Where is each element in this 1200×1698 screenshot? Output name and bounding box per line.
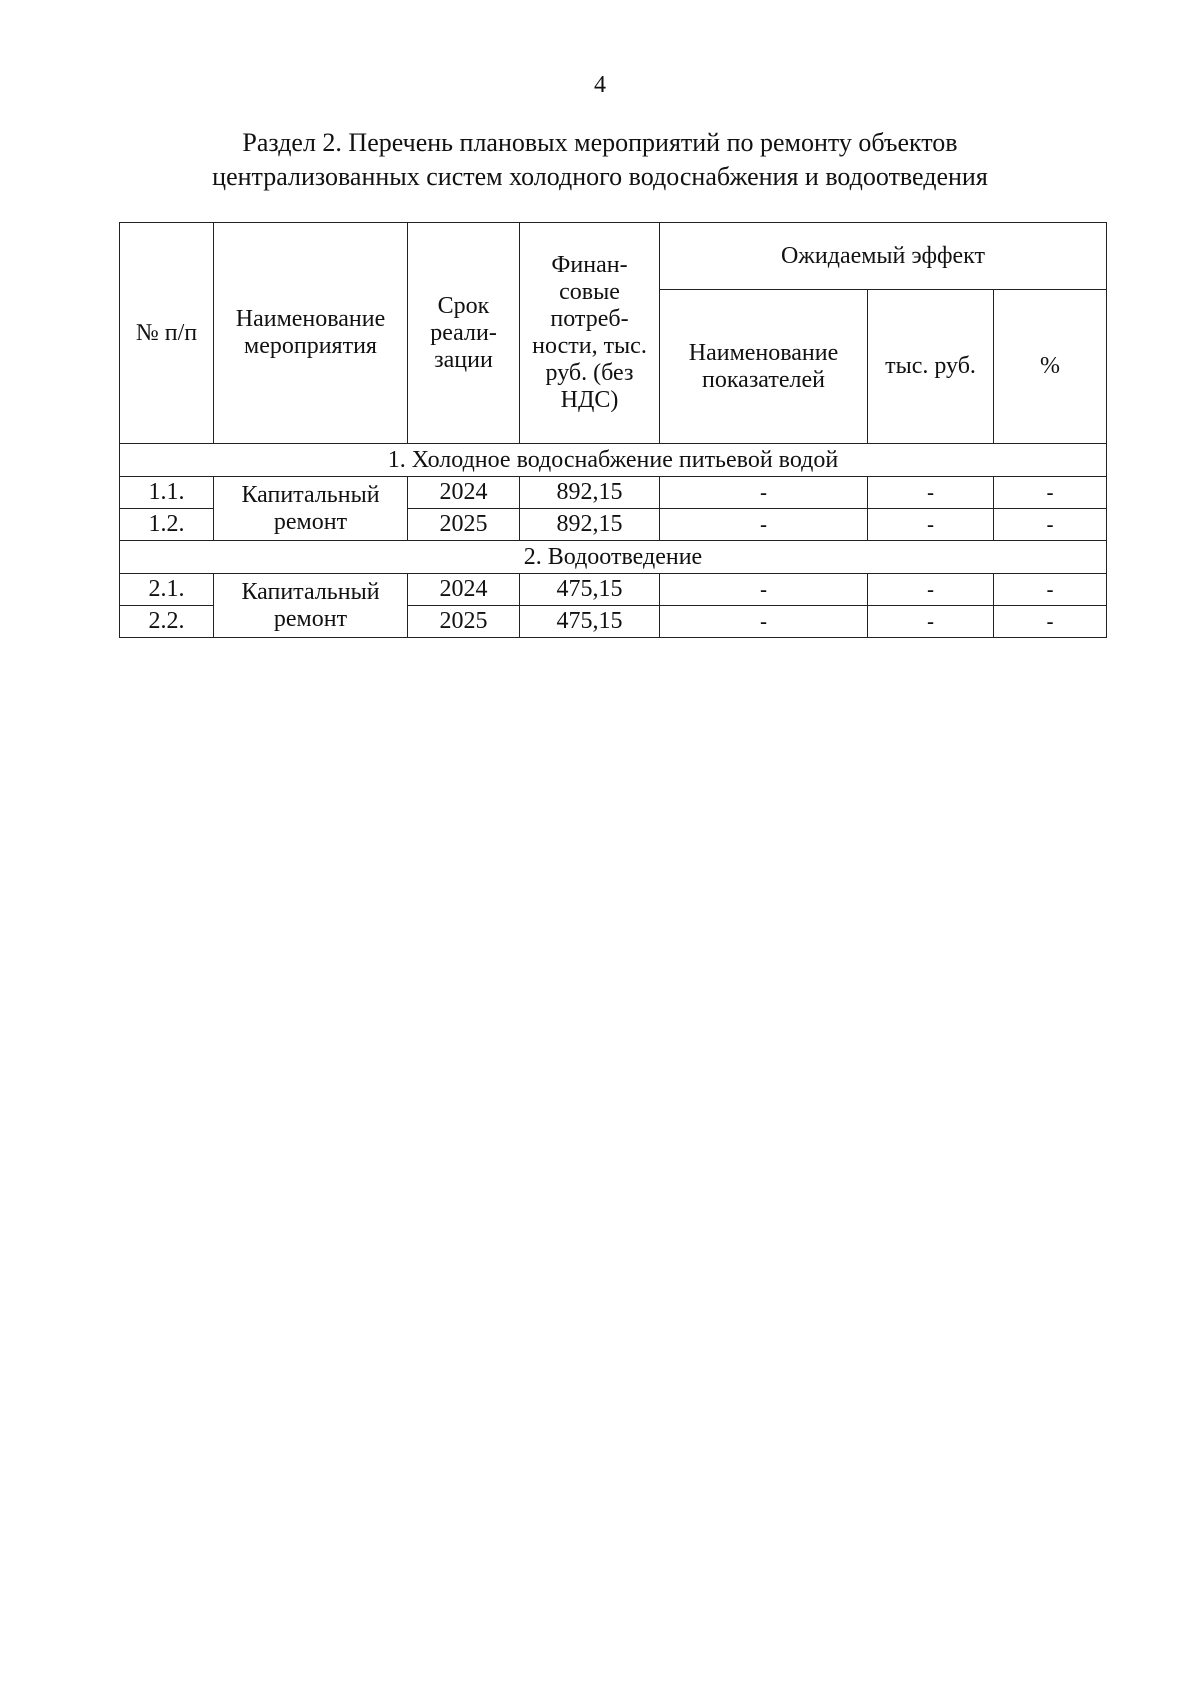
row-indicator: - xyxy=(660,477,868,509)
row-num: 1.2. xyxy=(120,509,214,541)
header-effect: Ожидаемый эффект xyxy=(660,223,1107,290)
section-title xyxy=(150,126,1050,194)
row-year: 2025 xyxy=(408,509,520,541)
row-finance: 475,15 xyxy=(520,606,660,638)
row-percent: - xyxy=(994,574,1107,606)
row-finance: 475,15 xyxy=(520,574,660,606)
row-num: 2.2. xyxy=(120,606,214,638)
table-row xyxy=(120,477,1107,509)
plan-table xyxy=(119,222,1107,638)
section-title-cell: 2. Водоотведение xyxy=(120,541,1107,574)
row-thousand: - xyxy=(868,509,994,541)
header-num: № п/п xyxy=(120,223,214,444)
row-indicator: - xyxy=(660,509,868,541)
row-indicator: - xyxy=(660,606,868,638)
row-name: Капитальный ремонт xyxy=(214,477,408,541)
header-finance: Финан-совые потреб-ности, тыс. руб. (без НДС) xyxy=(520,223,660,444)
section-row xyxy=(120,444,1107,477)
row-num: 2.1. xyxy=(120,574,214,606)
row-thousand: - xyxy=(868,477,994,509)
row-year: 2025 xyxy=(408,606,520,638)
header-thousand-rub: тыс. руб. xyxy=(868,290,994,444)
row-finance: 892,15 xyxy=(520,509,660,541)
section-title-line-1: Раздел 2. Перечень плановых мероприятий по ремонту объектов xyxy=(242,128,958,157)
row-percent: - xyxy=(994,509,1107,541)
section-row xyxy=(120,541,1107,574)
page-number: 4 xyxy=(594,72,606,98)
section-title-cell: 1. Холодное водоснабжение питьевой водой xyxy=(120,444,1107,477)
row-name: Капитальный ремонт xyxy=(214,574,408,638)
row-percent: - xyxy=(994,606,1107,638)
section-title-line-2: централизованных систем холодного водоснабжения и водоотведения xyxy=(212,162,988,191)
header-name: Наименование мероприятия xyxy=(214,223,408,444)
row-year: 2024 xyxy=(408,477,520,509)
row-thousand: - xyxy=(868,574,994,606)
header-term: Срок реали-зации xyxy=(408,223,520,444)
row-num: 1.1. xyxy=(120,477,214,509)
row-finance: 892,15 xyxy=(520,477,660,509)
row-year: 2024 xyxy=(408,574,520,606)
row-thousand: - xyxy=(868,606,994,638)
header-percent: % xyxy=(994,290,1107,444)
row-percent: - xyxy=(994,477,1107,509)
table-row xyxy=(120,574,1107,606)
row-indicator: - xyxy=(660,574,868,606)
header-indicators: Наименование показателей xyxy=(660,290,868,444)
